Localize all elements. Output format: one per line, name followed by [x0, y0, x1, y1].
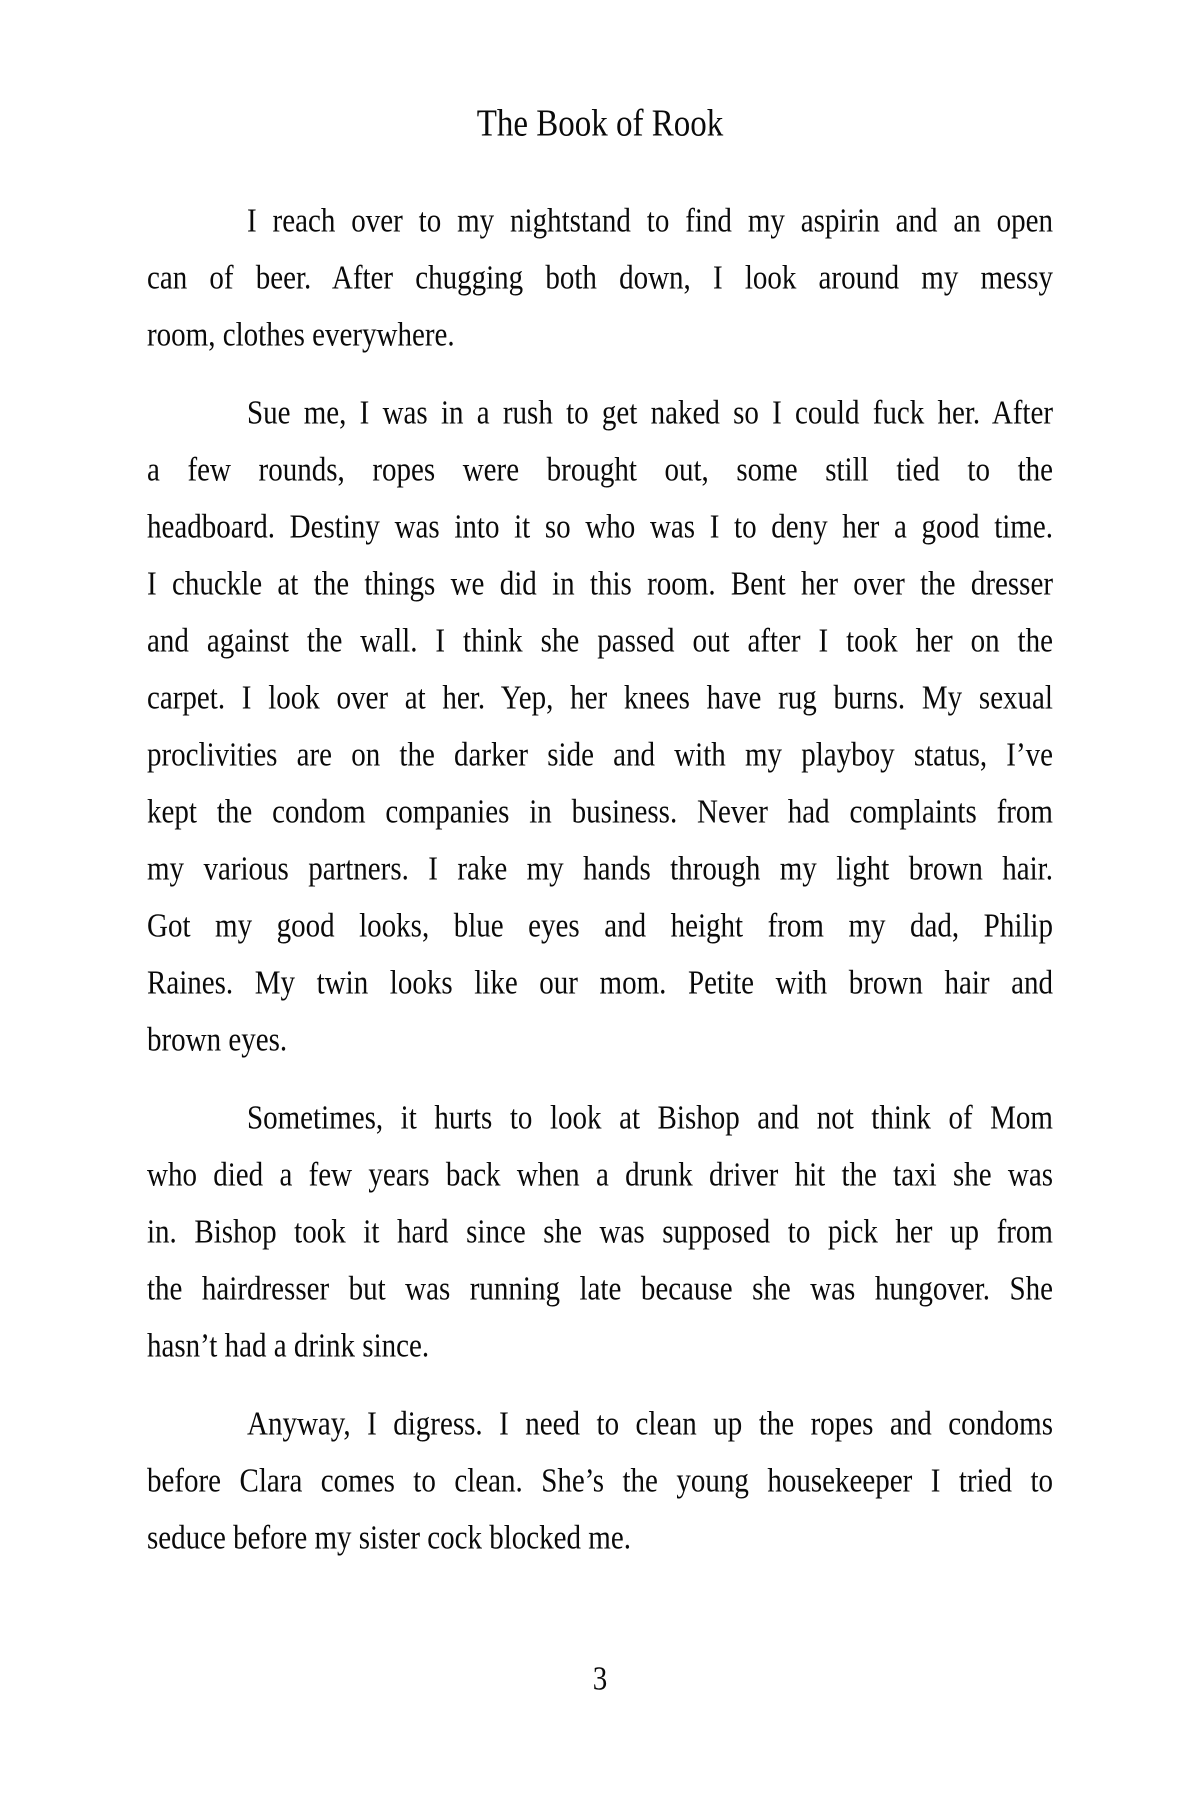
- text-line: a few rounds, ropes were brought out, some still tied to the: [147, 451, 1053, 489]
- paragraph: [147, 385, 1053, 1069]
- paragraph: [147, 1090, 1053, 1375]
- text-line: seduce before my sister cock blocked me.: [147, 1519, 631, 1557]
- text-block: [147, 0, 1053, 1567]
- text-line: Raines. My twin looks like our mom. Petite with brown hair and: [147, 964, 1053, 1002]
- text-line: my various partners. I rake my hands through my light brown hair.: [147, 850, 1053, 888]
- text-line: the hairdresser but was running late because she was hungover. She: [147, 1270, 1053, 1308]
- text-line: Sue me, I was in a rush to get naked so I could fuck her. After: [247, 394, 1053, 432]
- text-line: who died a few years back when a drunk driver hit the taxi she was: [147, 1156, 1053, 1194]
- text-line: can of beer. After chugging both down, I look around my messy: [147, 259, 1053, 297]
- text-line: before Clara comes to clean. She’s the young housekeeper I tried to: [147, 1462, 1053, 1500]
- text-line: Got my good looks, blue eyes and height from my dad, Philip: [147, 907, 1053, 945]
- text-line: in. Bishop took it hard since she was supposed to pick her up from: [147, 1213, 1053, 1251]
- text-line: kept the condom companies in business. Never had complaints from: [147, 793, 1053, 831]
- text-line: proclivities are on the darker side and with my playboy status, I’ve: [147, 736, 1053, 774]
- body-text: [147, 193, 1053, 1567]
- paragraph: [147, 1396, 1053, 1567]
- text-line: brown eyes.: [147, 1021, 288, 1059]
- text-line: and against the wall. I think she passed out after I took her on the: [147, 622, 1053, 660]
- text-line: carpet. I look over at her. Yep, her knees have rug burns. My sexual: [147, 679, 1053, 717]
- text-line: headboard. Destiny was into it so who was I to deny her a good time.: [147, 508, 1053, 546]
- text-line: I chuckle at the things we did in this room. Bent her over the dresser: [147, 565, 1053, 603]
- page-number: 3: [592, 1660, 608, 1698]
- text-line: hasn’t had a drink since.: [147, 1327, 430, 1365]
- text-line: room, clothes everywhere.: [147, 316, 455, 354]
- page-title: The Book of Rook: [476, 103, 724, 145]
- text-line: Sometimes, it hurts to look at Bishop and not think of Mom: [247, 1099, 1053, 1137]
- text-line: I reach over to my nightstand to find my aspirin and an open: [247, 202, 1053, 240]
- text-line: Anyway, I digress. I need to clean up the ropes and condoms: [247, 1405, 1053, 1443]
- paragraph: [147, 193, 1053, 364]
